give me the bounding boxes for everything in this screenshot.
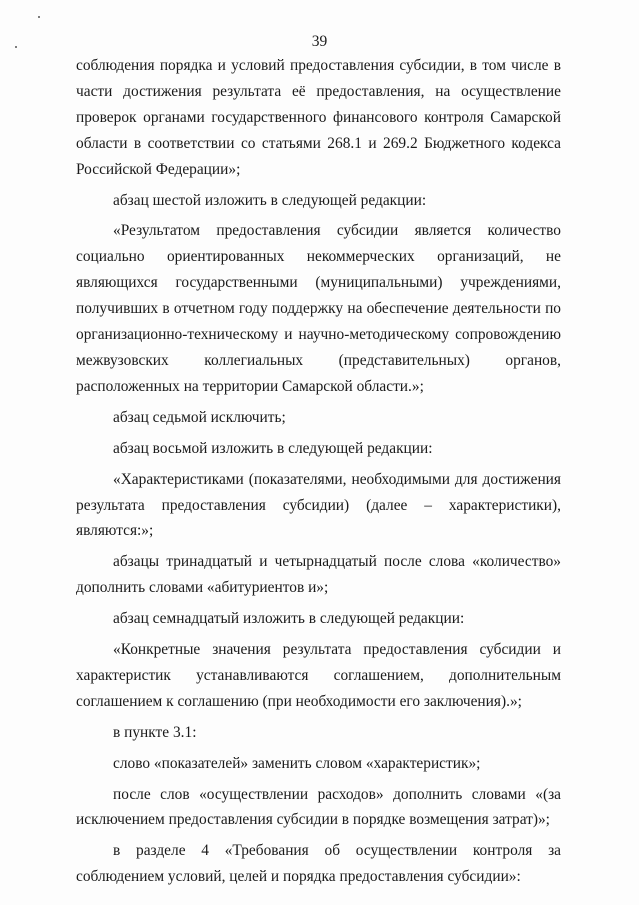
paragraph: «Конкретные значения результата предоставления субсидии и характеристик устанавливаются соглашением, дополнительным соглашением к соглашению (при необходимости его заключения).»; <box>76 641 561 710</box>
scan-speck <box>38 16 40 18</box>
paragraph: в пункте 3.1: <box>113 723 197 741</box>
paragraph: абзац семнадцатый изложить в следующей редакции: <box>113 610 465 628</box>
paragraph: соблюдения порядка и условий предоставления субсидии, в том числе в части достижения результата её предоставления, на осуществление проверок органами государственного финансового контроля Самарской области в соответствии со статьями 268.1 и 269.2 Бюджетного кодекса Российской Федерации»; <box>76 57 561 178</box>
paragraph: абзацы тринадцатый и четырнадцатый после слова «количество» дополнить словами «абитуриентов и»; <box>76 553 561 597</box>
paragraph: «Характеристиками (показателями, необходимыми для достижения результата предоставления субсидии) (далее – характеристики), являются:»; <box>76 470 561 540</box>
document-body <box>76 53 561 890</box>
paragraph: «Результатом предоставления субсидии является количество социально ориентированных некоммерческих организаций, не являющихся государственными (муниципальными) учреждениями, получивших в отчетном году поддержку на обеспечение деятельности по организационно-техническому и научно-методическому сопровождению межвузовских коллегиальных (представительных) органов, расположенных на территории Самарской области.»; <box>76 222 561 395</box>
paragraph: в разделе 4 «Требования об осуществлении контроля за соблюдением условий, целей и порядка предоставления субсидии»: <box>76 842 561 886</box>
paragraph: слово «показателей» заменить словом «характеристик»; <box>113 754 481 772</box>
paragraph: после слов «осуществлении расходов» дополнить словами «(за исключением предоставления субсидии в порядке возмещения затрат)»; <box>76 785 561 829</box>
paragraph: абзац восьмой изложить в следующей редакции: <box>113 439 433 457</box>
page-number: 39 <box>311 33 328 50</box>
paragraph: абзац седьмой исключить; <box>113 408 286 426</box>
paragraph: абзац шестой изложить в следующей редакции: <box>113 191 427 209</box>
